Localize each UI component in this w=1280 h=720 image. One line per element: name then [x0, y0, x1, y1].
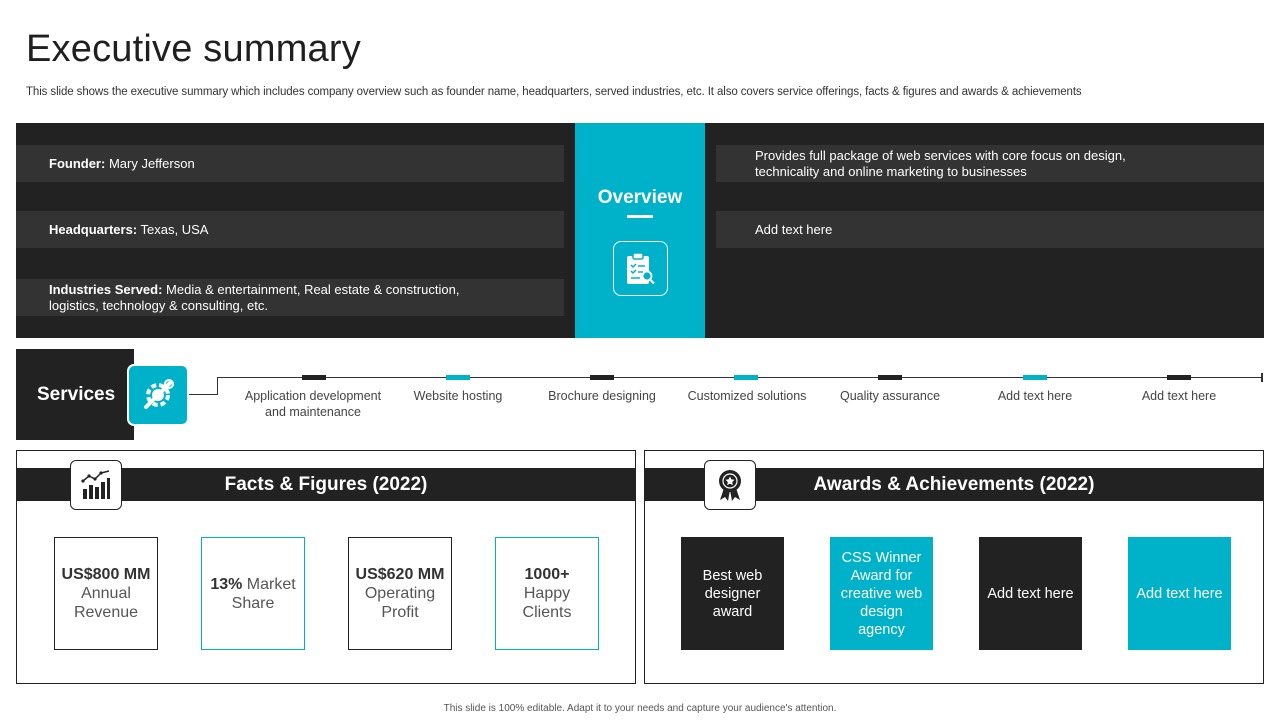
service-marker: [590, 375, 614, 380]
services-heading: Services: [37, 383, 116, 405]
award-ribbon-icon: [704, 460, 756, 510]
fact-market-share: [201, 537, 305, 650]
service-item: Quality assurance: [839, 389, 941, 403]
awards-heading-text: Awards & Achievements (2022): [813, 473, 1095, 495]
services-connector: [189, 394, 218, 395]
fact-operating-profit: [348, 537, 452, 650]
award-item: Best web designer award: [681, 537, 784, 650]
fact-label: Happy Clients: [522, 585, 572, 621]
clipboard-search-icon: [613, 241, 668, 296]
service-marker: [878, 375, 902, 380]
headquarters-value: Texas, USA: [137, 221, 209, 237]
fact-value: 1000+: [524, 566, 570, 583]
service-marker: [1023, 375, 1047, 380]
award-item: Add text here: [979, 537, 1082, 650]
fact-revenue: [54, 537, 158, 650]
services-connector-vertical: [217, 377, 218, 395]
fact-value: US$620 MM: [355, 566, 445, 583]
service-item: Customized solutions: [687, 389, 807, 403]
fact-label: Operating Profit: [364, 585, 436, 621]
industries-value: Media & entertainment, Real estate & construction, logistics, technology & consulting, etc.: [49, 281, 460, 313]
founder-value: Mary Jefferson: [105, 155, 195, 171]
gear-wrench-icon: [127, 364, 189, 426]
fact-label: Market Share: [231, 575, 296, 612]
founder-row: [16, 145, 564, 182]
bar-chart-icon: [70, 460, 122, 510]
headquarters-label: Headquarters:: [49, 221, 138, 237]
fact-value: US$800 MM: [61, 566, 151, 583]
industries-row: [16, 279, 564, 316]
service-marker: [302, 375, 326, 380]
awards-card: [644, 450, 1264, 684]
service-marker: [1167, 375, 1191, 380]
facts-heading-text: Facts & Figures (2022): [224, 473, 428, 495]
offering-row: [716, 145, 1264, 182]
service-item: Add text here: [997, 389, 1073, 403]
service-item: Brochure designing: [548, 389, 656, 403]
footer-note: This slide is 100% editable. Adapt it to your needs and capture your audience's attention.: [443, 703, 837, 714]
service-marker: [734, 375, 758, 380]
service-item: Website hosting: [413, 389, 503, 403]
page-title: Executive summary: [26, 28, 361, 70]
overview-center: [575, 123, 705, 338]
overview-underline: [627, 215, 653, 218]
services-timeline-end: [1261, 373, 1263, 382]
fact-happy-clients: [495, 537, 599, 650]
overview-placeholder-row: [716, 211, 1264, 248]
page-subtitle: This slide shows the executive summary which includes company overview such as founder name, headquarters, served industries, etc. It also covers service offerings, facts & figures and awards & achievements: [26, 86, 1082, 98]
industries-label: Industries Served:: [49, 281, 163, 297]
overview-panel: [16, 123, 1264, 338]
fact-value: 13%: [210, 575, 243, 593]
founder-label: Founder:: [49, 155, 106, 171]
service-item: Application development and maintenance: [244, 389, 382, 419]
fact-label: Annual Revenue: [73, 585, 139, 621]
service-marker: [446, 375, 470, 380]
facts-card: [16, 450, 636, 684]
headquarters-row: [16, 211, 564, 248]
services-heading-box: [16, 349, 134, 440]
overview-heading: Overview: [597, 187, 683, 208]
award-item: CSS Winner Award for creative web design agency: [830, 537, 933, 650]
award-item: Add text here: [1128, 537, 1231, 650]
offering-text: Provides full package of web services with core focus on design, technicality and online marketing to businesses: [755, 147, 1126, 179]
service-item: Add text here: [1141, 389, 1217, 403]
overview-placeholder-text: Add text here: [755, 221, 833, 237]
